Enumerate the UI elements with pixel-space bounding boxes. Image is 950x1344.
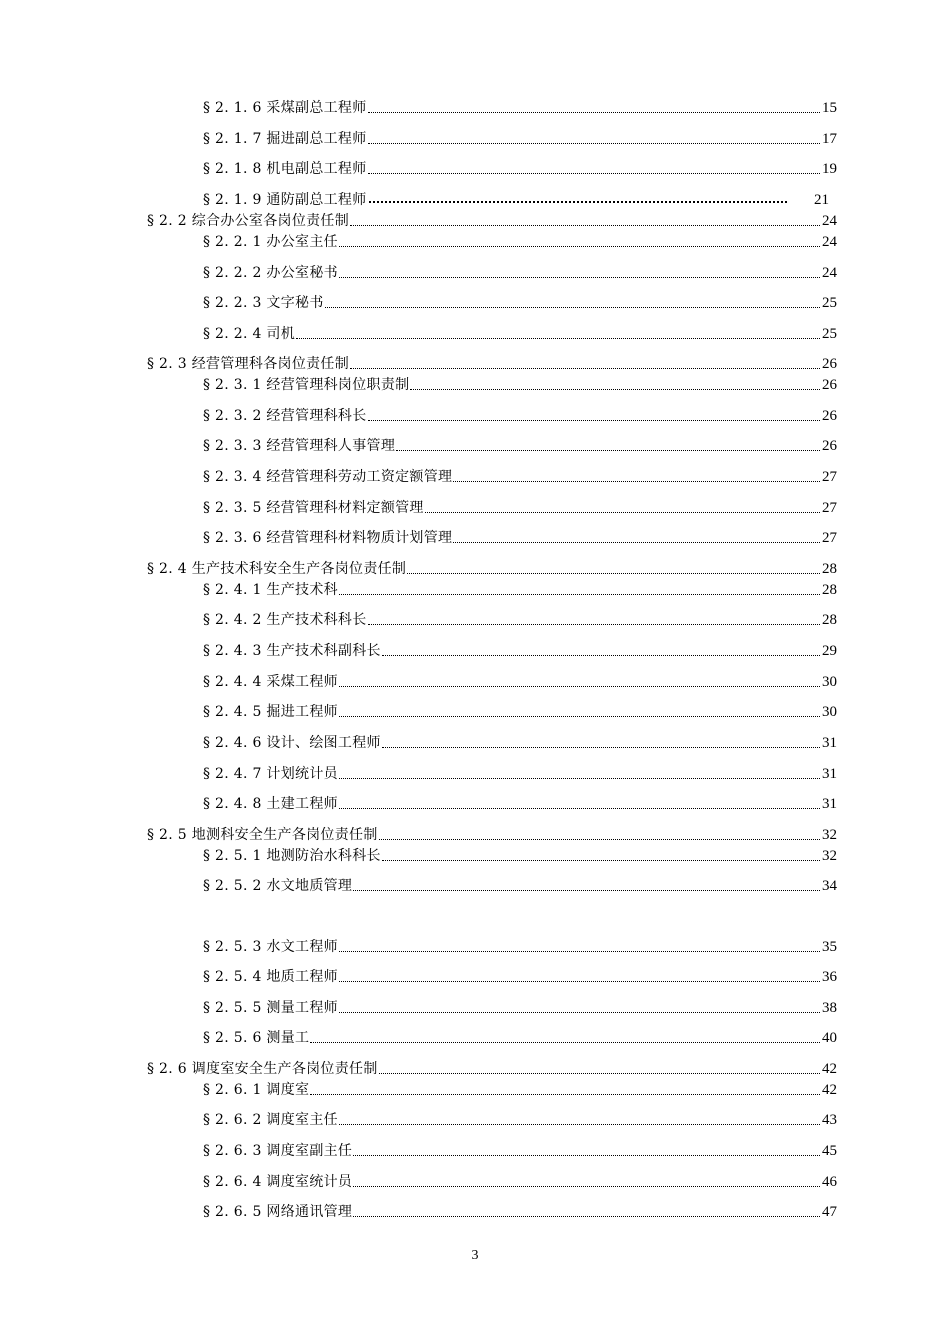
toc-leader-dots bbox=[368, 111, 820, 113]
toc-subsection-entry[interactable] bbox=[203, 1025, 837, 1047]
toc-leader-dots bbox=[339, 593, 820, 595]
toc-entry-title: § 2. 4. 2 生产技术科科长 bbox=[203, 612, 367, 628]
toc-subsection-entry[interactable] bbox=[203, 964, 837, 986]
toc-entry-title: § 2. 6 调度室安全生产各岗位责任制 bbox=[147, 1061, 378, 1077]
toc-entry-page: 31 bbox=[822, 735, 837, 751]
toc-subsection-entry[interactable] bbox=[203, 372, 837, 394]
toc-entry-page: 42 bbox=[822, 1082, 837, 1098]
toc-leader-dots bbox=[310, 1041, 820, 1043]
toc-entry-title: § 2. 6. 4 调度室统计员 bbox=[203, 1174, 353, 1190]
toc-entry-page: 46 bbox=[822, 1174, 837, 1190]
toc-leader-dots bbox=[353, 1154, 820, 1156]
toc-entry-title: § 2. 1. 9 通防副总工程师 bbox=[203, 192, 367, 208]
toc-subsection-entry[interactable] bbox=[203, 791, 837, 813]
toc-entry-page: 28 bbox=[822, 561, 837, 577]
toc-entry-title: § 2. 1. 7 掘进副总工程师 bbox=[203, 131, 367, 147]
toc-subsection-entry[interactable] bbox=[203, 156, 837, 178]
toc-entry-title: § 2. 3. 5 经营管理科材料定额管理 bbox=[203, 500, 424, 516]
toc-entry-title: § 2. 4 生产技术科安全生产各岗位责任制 bbox=[147, 561, 407, 577]
toc-subsection-entry[interactable] bbox=[203, 995, 837, 1017]
toc-entry-page: 25 bbox=[822, 326, 837, 342]
toc-subsection-entry[interactable] bbox=[203, 126, 837, 148]
toc-entry-title: § 2. 3. 3 经营管理科人事管理 bbox=[203, 438, 396, 454]
toc-entry-title: § 2. 5. 3 水文工程师 bbox=[203, 939, 338, 955]
toc-leader-dots bbox=[379, 838, 820, 840]
toc-entry-title: § 2. 2 综合办公室各岗位责任制 bbox=[147, 213, 350, 229]
toc-leader-dots bbox=[407, 572, 820, 574]
toc-leader-dots bbox=[353, 1215, 820, 1217]
toc-entry-title: § 2. 3. 1 经营管理科岗位职责制 bbox=[203, 377, 410, 393]
toc-entry-title: § 2. 5. 1 地测防治水科科长 bbox=[203, 848, 381, 864]
toc-entry-page: 42 bbox=[822, 1061, 837, 1077]
toc-subsection-entry[interactable] bbox=[203, 1199, 837, 1221]
toc-subsection-entry[interactable] bbox=[203, 95, 837, 117]
toc-leader-dots bbox=[339, 777, 820, 779]
toc-entry-title: § 2. 3. 6 经营管理科材料物质计划管理 bbox=[203, 530, 453, 546]
toc-entry-page: 34 bbox=[822, 878, 837, 894]
toc-leader-dots bbox=[453, 480, 820, 482]
toc-entry-title: § 2. 1. 6 采煤副总工程师 bbox=[203, 100, 367, 116]
toc-leader-dots bbox=[339, 807, 820, 809]
toc-leader-dots bbox=[350, 367, 820, 369]
toc-leader-dots bbox=[410, 388, 820, 390]
toc-section-entry[interactable] bbox=[147, 556, 837, 578]
toc-subsection-entry[interactable] bbox=[203, 1169, 837, 1191]
page-number: 3 bbox=[471, 1248, 479, 1263]
toc-leader-dots bbox=[350, 224, 820, 226]
toc-entry-page: 28 bbox=[822, 582, 837, 598]
toc-subsection-entry[interactable] bbox=[203, 1077, 837, 1099]
toc-entry-title: § 2. 3 经营管理科各岗位责任制 bbox=[147, 356, 350, 372]
toc-leader-dots bbox=[325, 306, 820, 308]
toc-entry-page: 26 bbox=[822, 356, 837, 372]
toc-entry-title: § 2. 1. 8 机电副总工程师 bbox=[203, 161, 367, 177]
toc-leader-dots bbox=[382, 746, 820, 748]
toc-entry-page: 27 bbox=[822, 500, 837, 516]
toc-entry-title: § 2. 2. 3 文字秘书 bbox=[203, 295, 324, 311]
toc-subsection-entry[interactable] bbox=[203, 669, 837, 691]
toc-entry-title: § 2. 4. 4 采煤工程师 bbox=[203, 674, 338, 690]
toc-leader-dots bbox=[453, 541, 820, 543]
toc-section-entry[interactable] bbox=[147, 208, 837, 230]
toc-entry-page: 31 bbox=[822, 796, 837, 812]
toc-entry-page: 26 bbox=[822, 438, 837, 454]
toc-subsection-entry[interactable] bbox=[203, 843, 837, 865]
toc-subsection-entry[interactable] bbox=[203, 699, 837, 721]
toc-entry-page: 24 bbox=[822, 234, 837, 250]
toc-section-entry[interactable] bbox=[147, 822, 837, 844]
toc-entry-page: 40 bbox=[822, 1030, 837, 1046]
toc-entry-page: 36 bbox=[822, 969, 837, 985]
toc-leader-dots bbox=[382, 859, 820, 861]
toc-leader-dots bbox=[369, 200, 787, 203]
toc-subsection-entry[interactable] bbox=[203, 464, 837, 486]
toc-entry-page: 24 bbox=[822, 265, 837, 281]
toc-section-entry[interactable] bbox=[147, 351, 837, 373]
toc-subsection-entry[interactable] bbox=[203, 433, 837, 455]
toc-entry-page: 27 bbox=[822, 469, 837, 485]
toc-entry-page: 26 bbox=[822, 408, 837, 424]
toc-subsection-entry[interactable] bbox=[203, 1138, 837, 1160]
toc-entry-page: 24 bbox=[822, 213, 837, 229]
toc-entry-title: § 2. 4. 3 生产技术科副科长 bbox=[203, 643, 381, 659]
toc-entry-page: 19 bbox=[822, 161, 837, 177]
toc-entry-page: 32 bbox=[822, 848, 837, 864]
toc-leader-dots bbox=[368, 142, 820, 144]
toc-entry-title: § 2. 5. 4 地质工程师 bbox=[203, 969, 338, 985]
toc-leader-dots bbox=[382, 654, 820, 656]
toc-subsection-entry[interactable] bbox=[203, 761, 837, 783]
toc-entry-page: 43 bbox=[822, 1112, 837, 1128]
toc-entry-page: 31 bbox=[822, 766, 837, 782]
toc-subsection-entry[interactable] bbox=[203, 873, 837, 895]
toc-entry-page: 26 bbox=[822, 377, 837, 393]
toc-subsection-entry[interactable] bbox=[203, 525, 837, 547]
toc-leader-dots bbox=[296, 337, 820, 339]
toc-leader-dots bbox=[339, 1123, 820, 1125]
toc-entry-page: 25 bbox=[822, 295, 837, 311]
toc-entry-title: § 2. 6. 3 调度室副主任 bbox=[203, 1143, 353, 1159]
toc-entry-title: § 2. 4. 6 设计、绘图工程师 bbox=[203, 735, 381, 751]
toc-entry-page: 15 bbox=[822, 100, 837, 116]
toc-entry-page: 30 bbox=[822, 704, 837, 720]
toc-leader-dots bbox=[339, 715, 820, 717]
toc-entry-page: 45 bbox=[822, 1143, 837, 1159]
toc-leader-dots bbox=[339, 245, 820, 247]
toc-entry-title: § 2. 2. 1 办公室主任 bbox=[203, 234, 338, 250]
toc-leader-dots bbox=[353, 889, 820, 891]
toc-leader-dots bbox=[339, 1011, 820, 1013]
toc-entry-title: § 2. 3. 4 经营管理科劳动工资定额管理 bbox=[203, 469, 453, 485]
toc-subsection-entry[interactable] bbox=[203, 290, 837, 312]
toc-entry-page: 32 bbox=[822, 827, 837, 843]
toc-entry-page: 38 bbox=[822, 1000, 837, 1016]
toc-entry-title: § 2. 6. 1 调度室 bbox=[203, 1082, 310, 1098]
toc-entry-title: § 2. 5. 2 水文地质管理 bbox=[203, 878, 353, 894]
toc-leader-dots bbox=[368, 419, 820, 421]
toc-leader-dots bbox=[425, 511, 820, 513]
toc-entry-title: § 2. 3. 2 经营管理科科长 bbox=[203, 408, 367, 424]
toc-leader-dots bbox=[368, 172, 820, 174]
toc-entry-title: § 2. 4. 8 土建工程师 bbox=[203, 796, 338, 812]
toc-leader-dots bbox=[339, 276, 820, 278]
toc-entry-title: § 2. 4. 1 生产技术科 bbox=[203, 582, 338, 598]
toc-leader-dots bbox=[339, 980, 820, 982]
toc-subsection-entry[interactable] bbox=[203, 403, 837, 425]
toc-subsection-entry[interactable] bbox=[203, 229, 837, 251]
toc-subsection-entry[interactable] bbox=[203, 607, 837, 629]
toc-entry-page: 35 bbox=[822, 939, 837, 955]
toc-subsection-entry[interactable] bbox=[203, 187, 837, 209]
toc-subsection-entry[interactable] bbox=[203, 934, 837, 956]
toc-subsection-entry[interactable] bbox=[203, 638, 837, 660]
toc-entry-title: § 2. 5. 6 测量工 bbox=[203, 1030, 310, 1046]
toc-leader-dots bbox=[353, 1185, 820, 1187]
toc-entry-title: § 2. 6. 5 网络通讯管理 bbox=[203, 1204, 353, 1220]
toc-subsection-entry[interactable] bbox=[203, 577, 837, 599]
toc-entry-title: § 2. 2. 4 司机 bbox=[203, 326, 296, 342]
toc-entry-page: 29 bbox=[822, 643, 837, 659]
toc-entry-page: 27 bbox=[822, 530, 837, 546]
toc-subsection-entry[interactable] bbox=[203, 730, 837, 752]
toc-subsection-entry[interactable] bbox=[203, 260, 837, 282]
toc-leader-dots bbox=[396, 449, 820, 451]
toc-entry-page: 30 bbox=[822, 674, 837, 690]
toc-leader-dots bbox=[379, 1072, 820, 1074]
toc-entry-title: § 2. 2. 2 办公室秘书 bbox=[203, 265, 338, 281]
toc-entry-page: 21 bbox=[814, 192, 829, 208]
toc-entry-page: 47 bbox=[822, 1204, 837, 1220]
toc-entry-title: § 2. 4. 7 计划统计员 bbox=[203, 766, 338, 782]
toc-entry-title: § 2. 5. 5 测量工程师 bbox=[203, 1000, 338, 1016]
toc-leader-dots bbox=[339, 685, 820, 687]
toc-subsection-entry[interactable] bbox=[203, 495, 837, 517]
toc-entry-title: § 2. 4. 5 掘进工程师 bbox=[203, 704, 338, 720]
toc-subsection-entry[interactable] bbox=[203, 321, 837, 343]
toc-entry-title: § 2. 6. 2 调度室主任 bbox=[203, 1112, 338, 1128]
toc-section-entry[interactable] bbox=[147, 1056, 837, 1078]
toc-leader-dots bbox=[339, 950, 820, 952]
toc-leader-dots bbox=[310, 1093, 820, 1095]
toc-entry-page: 17 bbox=[822, 131, 837, 147]
toc-subsection-entry[interactable] bbox=[203, 1107, 837, 1129]
toc-leader-dots bbox=[368, 623, 820, 625]
toc-entry-title: § 2. 5 地测科安全生产各岗位责任制 bbox=[147, 827, 378, 843]
toc-entry-page: 28 bbox=[822, 612, 837, 628]
